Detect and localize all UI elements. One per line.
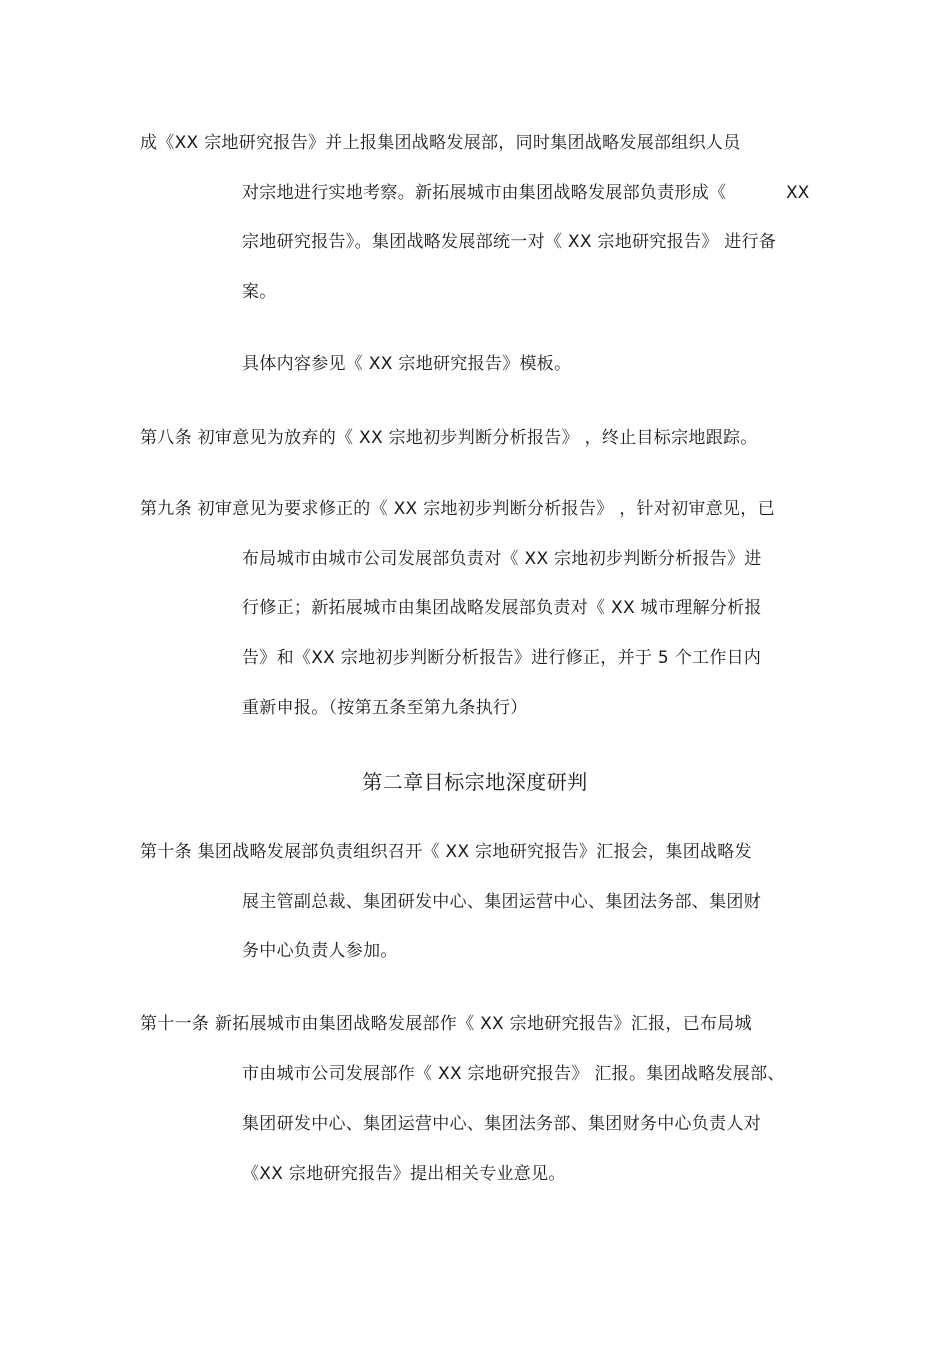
paragraph-line: 布局城市由城市公司发展部负责对《 XX 宗地初步判断分析报告》进 <box>242 549 762 569</box>
paragraph-line: 务中心负责人参加。 <box>242 941 398 961</box>
paragraph-line: 市由城市公司发展部作《 XX 宗地研究报告》 汇报。集团战略发展部、 <box>242 1064 785 1084</box>
article-11-line: 第十一条 新拓展城市由集团战略发展部作《 XX 宗地研究报告》汇报，已布局城 <box>140 1014 752 1034</box>
paragraph-line: 行修正；新拓展城市由集团战略发展部负责对《 XX 城市理解分析报 <box>242 598 762 618</box>
paragraph-line: 成《XX 宗地研究报告》并上报集团战略发展部，同时集团战略发展部组织人员 <box>140 133 741 153</box>
paragraph-line: XX <box>786 183 810 203</box>
article-9-line: 第九条 初审意见为要求修正的《 XX 宗地初步判断分析报告》 ，针对初审意见，已 <box>140 499 775 519</box>
paragraph-line: 案。 <box>242 282 277 302</box>
chapter-heading: 第二章目标宗地深度研判 <box>362 770 588 794</box>
article-8-line: 第八条 初审意见为放弃的《 XX 宗地初步判断分析报告》 ，终止目标宗地跟踪。 <box>140 428 758 448</box>
paragraph-line: 集团研发中心、集团运营中心、集团法务部、集团财务中心负责人对 <box>242 1114 761 1134</box>
paragraph-line: 《XX 宗地研究报告》提出相关专业意见。 <box>242 1164 566 1184</box>
paragraph-line: 对宗地进行实地考察。新拓展城市由集团战略发展部负责形成《 <box>242 183 727 203</box>
paragraph-line: 具体内容参见《 XX 宗地研究报告》模板。 <box>242 354 572 374</box>
paragraph-line: 重新申报。（按第五条至第九条执行） <box>242 698 528 718</box>
paragraph-line: 展主管副总裁、集团研发中心、集团运营中心、集团法务部、集团财 <box>242 892 761 912</box>
paragraph-line: 告》和《XX 宗地初步判断分析报告》进行修正，并于 5 个工作日内 <box>242 648 762 668</box>
article-10-line: 第十条 集团战略发展部负责组织召开《 XX 宗地研究报告》汇报会，集团战略发 <box>140 842 752 862</box>
paragraph-line: 宗地研究报告》。集团战略发展部统一对《 XX 宗地研究报告》 进行备 <box>242 232 777 252</box>
